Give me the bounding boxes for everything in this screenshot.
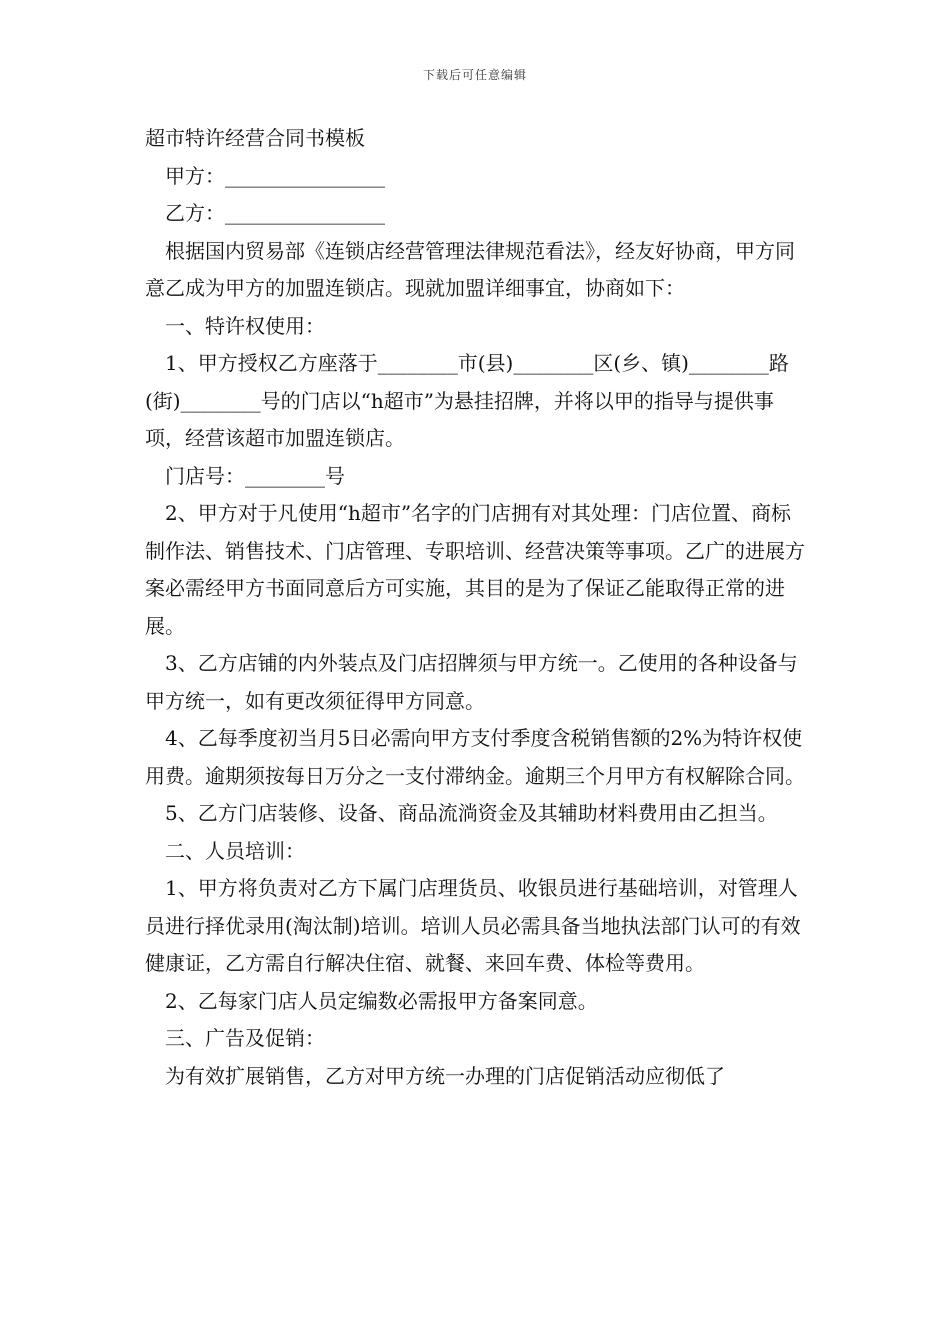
store-number-line: 门店号：________号 [145,463,345,488]
intro-paragraph: 根据国内贸易部《连锁店经营管理法律规范看法》，经友好协商，甲方同意乙成为甲方的加盟连锁店。现就加盟详细事宜，协商如下： [145,238,795,300]
document-title: 超市特许经营合同书模板 [145,126,365,150]
page-header: 下载后可任意编辑 [422,68,527,82]
section-heading-2: 二、人员培训： [145,838,305,863]
document-body [145,120,810,1095]
clause-1-1: 1、甲方授权乙方座落于________市(县)________区(乡、镇)________路(街)________号的门店以“h超市”为悬挂招牌，并将以甲的指导与提供事项，经营该超市加盟连锁店。 [145,351,789,450]
party-a-line: 甲方：________________ [145,163,385,188]
section-heading-3: 三、广告及促销： [145,1026,325,1050]
clause-1-2: 2、甲方对于凡使用“h超市”名字的门店拥有对其处理：门店位置、商标制作法、销售技术、门店管理、专职培训、经营决策等事项。乙广的进展方案必需经甲方书面同意后方可实施，其目的是为了保证乙能取得正常的进展。 [145,501,805,638]
clause-3-1: 为有效扩展销售，乙方对甲方统一办理的门店促销活动应彻低了 [145,1063,725,1088]
clause-2-2: 2、乙每家门店人员定编数必需报甲方备案同意。 [145,988,598,1013]
clause-2-1: 1、甲方将负责对乙方下属门店理货员、收银员进行基础培训，对管理人员进行择优录用(淘汰制)培训。培训人员必需具备当地执法部门认可的有效健康证，乙方需自行解决住宿、就餐、来回车费、体检等费用。 [145,876,801,975]
clause-1-4: 4、乙每季度初当月5日必需向甲方支付季度含税销售额的2%为特许权使用费。逾期须按每日万分之一支付滞纳金。逾期三个月甲方有权解除合同。 [145,726,805,788]
clause-1-3: 3、乙方店铺的内外装点及门店招牌须与甲方统一。乙使用的各种设备与甲方统一，如有更改须征得甲方同意。 [145,651,798,713]
section-heading-1: 一、特许权使用： [145,313,325,338]
party-b-line: 乙方：________________ [145,201,385,225]
clause-1-5: 5、乙方门店装修、设备、商品流淌资金及其辅助材料费用由乙担当。 [145,801,778,825]
